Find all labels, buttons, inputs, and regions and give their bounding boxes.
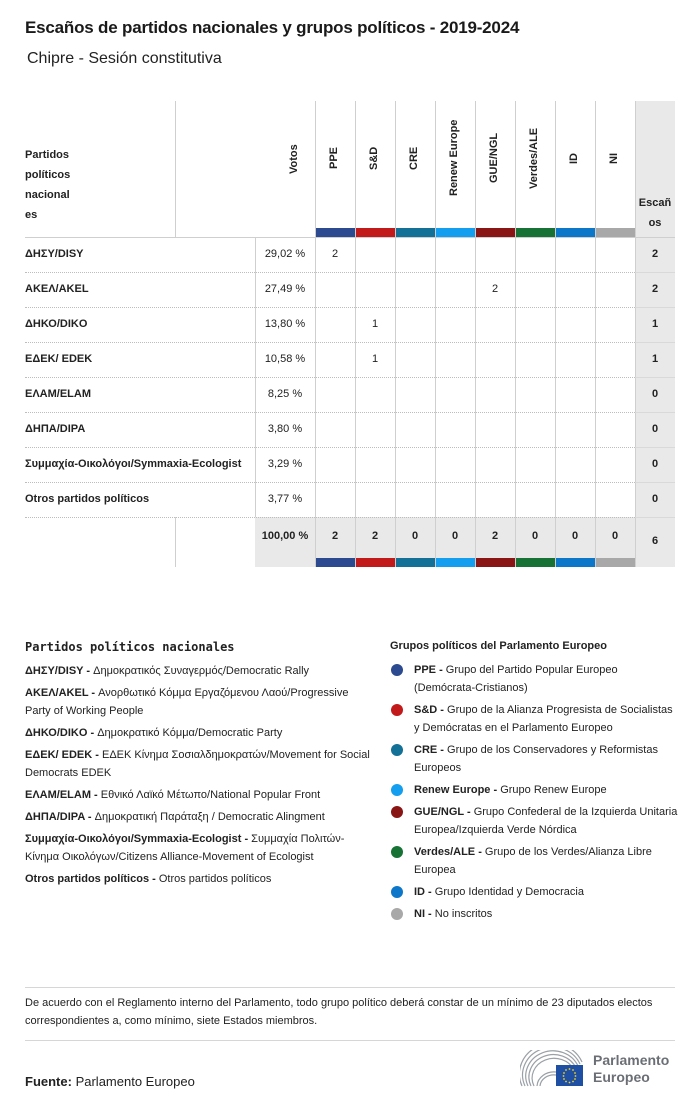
party-name: ΔΗΚΟ/DIKO — [25, 318, 88, 330]
group-seats-total: 2 — [331, 530, 339, 542]
totals-row — [25, 517, 675, 567]
legend-party-code: ΑΚΕΛ/AKEL — [25, 687, 89, 699]
source-line — [25, 1074, 195, 1089]
separator: - — [88, 687, 99, 699]
separator: - — [87, 727, 98, 739]
group-color-dot-icon — [391, 846, 403, 858]
legend-group-code: Renew Europe — [414, 784, 491, 796]
legend-national-parties-title: Partidos políticos nacionales — [25, 640, 235, 654]
group-color-bar — [396, 228, 435, 237]
separator: - — [436, 664, 446, 676]
source-label: Fuente: — [25, 1074, 72, 1089]
seats-total-value: 2 — [651, 248, 659, 260]
legend-political-groups — [390, 640, 680, 927]
separator: - — [475, 846, 485, 858]
grid-line — [175, 101, 176, 237]
separator: - — [463, 806, 474, 818]
group-color-bar — [556, 228, 595, 237]
group-color-bar — [596, 228, 635, 237]
legend-group-code: NI — [414, 908, 425, 920]
separator: - — [91, 789, 101, 801]
european-parliament-logo — [520, 1050, 680, 1090]
table-row — [25, 377, 675, 412]
separator: - — [437, 744, 448, 756]
legend-political-groups-title: Grupos políticos del Parlamento Europeo — [390, 640, 607, 652]
votes-value: 3,29 % — [267, 458, 303, 470]
seats-total-value: 1 — [651, 353, 659, 365]
separator: - — [149, 873, 159, 885]
legend-party-desc: ΕΔΕΚ Κίνημα Σοσιαλδημοκρατών/Movement for Social Democrats EDEK — [25, 749, 370, 779]
legend-party-code: ΕΔΕΚ/ EDEK — [25, 749, 93, 761]
seats-table — [25, 101, 676, 568]
legend-party-code: Συμμαχία-Οικολόγοι/Symmaxia-Ecologist — [25, 833, 242, 845]
group-seats-total: 0 — [571, 530, 579, 542]
votes-value: 3,80 % — [267, 423, 303, 435]
legend-group-item — [390, 741, 680, 777]
legend-party-code: Otros partidos políticos — [25, 873, 150, 885]
seats-total-value: 0 — [651, 388, 659, 400]
votes-value: 10,58 % — [264, 353, 306, 365]
separator: - — [241, 833, 252, 845]
votes-value: 29,02 % — [264, 248, 306, 260]
group-color-dot-icon — [391, 908, 403, 920]
party-name: ΔΗΣΥ/DISY — [25, 248, 84, 260]
party-name: ΕΛΑΜ/ELAM — [25, 388, 91, 400]
separator: - — [425, 886, 435, 898]
group-color-bar — [516, 228, 555, 237]
table-row — [25, 447, 675, 482]
party-name: Συμμαχία-Οικολόγοι/Symmaxia-Ecologist — [25, 458, 242, 470]
legend-group-desc: Grupo Confederal de la Izquierda Unitaria Europea/Izquierda Verde Nórdica — [414, 806, 678, 836]
column-header-party: Partidos políticos nacional es — [25, 149, 71, 221]
legend-party-code: ΔΗΚΟ/DIKO — [25, 727, 88, 739]
column-header-group: NI — [608, 152, 620, 164]
legend-group-desc: Grupo de los Conservadores y Reformistas Europeos — [414, 744, 658, 774]
group-color-bar — [356, 228, 395, 237]
seats-total-value: 1 — [651, 318, 659, 330]
column-header-group: ID — [568, 152, 580, 164]
legend-group-desc: Grupo del Partido Popular Europeo (Demócrata-Cristianos) — [414, 664, 618, 694]
grand-total-seats: 6 — [651, 535, 659, 547]
legend-national-parties — [25, 640, 370, 892]
party-name: ΑΚΕΛ/AKEL — [25, 283, 89, 295]
legend-party-code: ΔΗΠΑ/DIPA — [25, 811, 85, 823]
seats-total-value: 0 — [651, 423, 659, 435]
column-header-group: PPE — [328, 146, 340, 169]
legend-group-code: Verdes/ALE — [414, 846, 476, 858]
legend-party-item — [25, 746, 370, 782]
column-header-group: CRE — [408, 146, 420, 170]
legend-party-desc: Δημοκρατικός Συναγερμός/Democratic Rally — [93, 665, 310, 677]
group-color-bar — [316, 228, 355, 237]
votes-value: 27,49 % — [264, 283, 306, 295]
legend-party-desc: Δημοκρατικό Κόμμα/Democratic Party — [97, 727, 283, 739]
logo-text: Parlamento Europeo — [593, 1052, 670, 1085]
divider — [25, 987, 675, 988]
legend-party-desc: Δημοκρατική Παράταξη / Democratic Alingment — [94, 811, 325, 823]
page-subtitle: Chipre - Sesión constitutiva — [27, 50, 222, 67]
table-row — [25, 412, 675, 447]
legend-group-desc: Grupo Renew Europe — [500, 784, 607, 796]
divider — [25, 1040, 675, 1041]
legend-party-code: ΕΛΑΜ/ELAM — [25, 789, 91, 801]
legend-group-desc: Grupo de la Alianza Progresista de Socialistas y Demócratas en el Parlamento Europeo — [414, 704, 673, 734]
legend-group-item — [390, 883, 680, 901]
legend-group-item — [390, 905, 680, 923]
legend-group-desc: Grupo Identidad y Democracia — [434, 886, 584, 898]
group-seats-total: 0 — [531, 530, 539, 542]
legend-party-item — [25, 684, 370, 720]
table-row — [25, 342, 675, 377]
legend-party-item — [25, 870, 370, 888]
column-header-group: GUE/NGL — [488, 132, 500, 183]
votes-value: 13,80 % — [264, 318, 306, 330]
legend-party-item — [25, 662, 370, 680]
column-header-group: Verdes/ALE — [528, 127, 540, 189]
legend-party-desc: Συμμαχία Πολιτών-Κίνημα Οικολόγων/Citizens Alliance-Movement of Ecologist — [25, 833, 345, 863]
separator: - — [437, 704, 448, 716]
column-header-votes: Votos — [288, 144, 300, 174]
legend-party-item — [25, 786, 370, 804]
group-seats-total: 2 — [491, 530, 499, 542]
party-name: Otros partidos políticos — [25, 493, 150, 505]
column-header-group: S&D — [368, 146, 380, 170]
table-row — [25, 237, 675, 272]
party-name: ΕΔΕΚ/ EDEK — [25, 353, 93, 365]
source-value: Parlamento Europeo — [75, 1074, 195, 1089]
group-color-dot-icon — [391, 806, 403, 818]
legend-group-desc: No inscritos — [434, 908, 493, 920]
legend-party-desc: Otros partidos políticos — [158, 873, 272, 885]
legend-party-item — [25, 830, 370, 866]
legend-party-desc: Εθνικό Λαϊκό Μέτωπο/National Popular Front — [100, 789, 321, 801]
separator: - — [84, 811, 95, 823]
column-header-group: Renew Europe — [448, 119, 460, 196]
group-color-dot-icon — [391, 664, 403, 676]
group-seats-total: 0 — [411, 530, 419, 542]
group-seats-total: 0 — [451, 530, 459, 542]
separator: - — [83, 665, 94, 677]
group-color-bar — [436, 228, 475, 237]
legend-group-code: GUE/NGL — [414, 806, 464, 818]
group-seats-value: 2 — [331, 248, 339, 260]
table-row — [25, 272, 675, 307]
seats-total-value: 0 — [651, 493, 659, 505]
legend-party-item — [25, 724, 370, 742]
group-color-dot-icon — [391, 744, 403, 756]
legend-group-item — [390, 781, 680, 799]
legend-group-code: S&D — [414, 704, 438, 716]
separator: - — [92, 749, 102, 761]
votes-total: 100,00 % — [261, 530, 309, 542]
separator: - — [425, 908, 435, 920]
column-header-seats: Escañ os — [638, 197, 672, 229]
group-color-bar — [476, 228, 515, 237]
legend-party-code: ΔΗΣΥ/DISY — [25, 665, 84, 677]
legend-party-item — [25, 808, 370, 826]
hemicycle-flag-icon — [520, 1050, 590, 1090]
legend-group-code: PPE — [414, 664, 437, 676]
page-title: Escaños de partidos nacionales y grupos políticos - 2019-2024 — [25, 18, 520, 37]
legend-group-code: CRE — [414, 744, 438, 756]
legend-group-code: ID — [414, 886, 425, 898]
table-row — [25, 482, 675, 517]
table-row — [25, 307, 675, 342]
legend-group-item — [390, 701, 680, 737]
group-color-dot-icon — [391, 886, 403, 898]
legend-group-item — [390, 843, 680, 879]
group-seats-total: 2 — [371, 530, 379, 542]
footnote: De acuerdo con el Reglamento interno del Parlamento, todo grupo político deberá constar de un mínimo de 23 diputados electos correspondientes a, como mínimo, siete Estados miembros. — [25, 997, 653, 1027]
seats-total-value: 2 — [651, 283, 659, 295]
legend-group-item — [390, 803, 680, 839]
legend-group-desc: Grupo de los Verdes/Alianza Libre Europea — [414, 846, 652, 876]
group-seats-value: 1 — [371, 353, 379, 365]
legend-group-item — [390, 661, 680, 697]
legend-party-desc: Ανορθωτικό Κόμμα Εργαζόμενου Λαού/Progressive Party of Working People — [25, 687, 349, 717]
seats-total-value: 0 — [651, 458, 659, 470]
group-seats-value: 1 — [371, 318, 379, 330]
votes-value: 3,77 % — [267, 493, 303, 505]
group-color-dot-icon — [391, 704, 403, 716]
separator: - — [490, 784, 501, 796]
group-seats-value: 2 — [491, 283, 499, 295]
votes-value: 8,25 % — [267, 388, 303, 400]
party-name: ΔΗΠΑ/DIPA — [25, 423, 86, 435]
group-color-dot-icon — [391, 784, 403, 796]
group-seats-total: 0 — [611, 530, 619, 542]
